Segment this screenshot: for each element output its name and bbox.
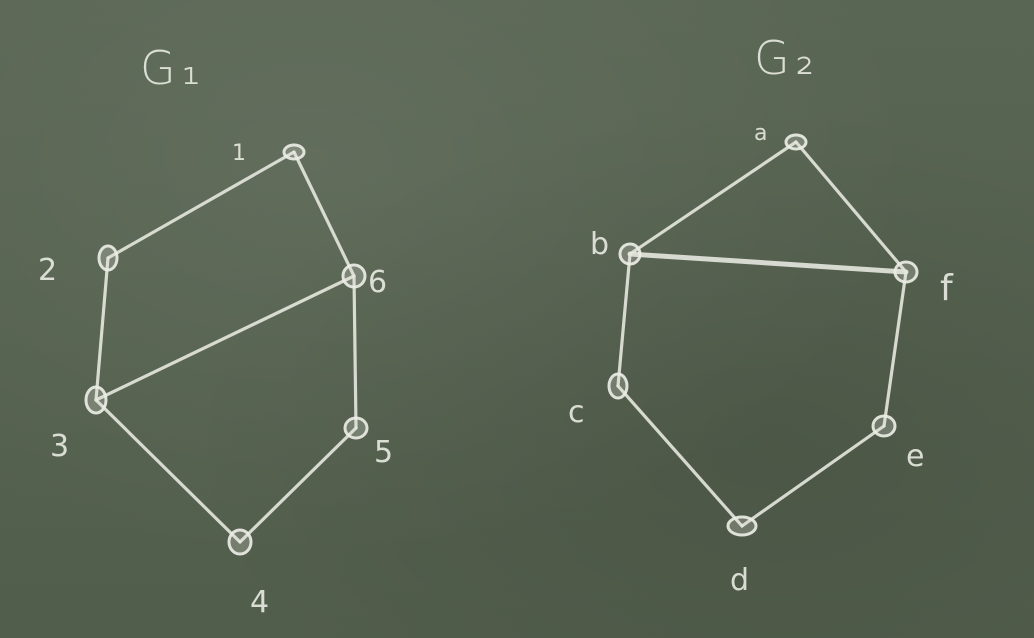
edge-5-6 [354, 276, 356, 428]
vertex-3 [86, 387, 106, 413]
vertex-b [620, 244, 640, 264]
edge-c-d [618, 386, 742, 526]
graph-g1 [38, 41, 393, 620]
vertex-f-label: f [940, 268, 953, 309]
edge-a-b [630, 142, 796, 254]
vertex-6-label: 6 [368, 265, 388, 300]
edge-2-3 [96, 258, 108, 400]
edge-1-2 [108, 152, 294, 258]
vertex-1 [284, 145, 304, 159]
vertex-5 [345, 418, 367, 438]
vertex-e [873, 416, 895, 436]
vertex-4 [229, 530, 251, 554]
vertex-6 [343, 265, 365, 287]
graph-g1-title: G₁ [140, 41, 207, 95]
edge-3-4 [96, 400, 240, 542]
edge-1-6 [294, 152, 354, 276]
vertex-3-label: 3 [50, 429, 70, 464]
vertex-5-label: 5 [374, 435, 394, 470]
edge-b-c [618, 254, 630, 386]
vertex-2 [99, 246, 117, 270]
edge-e-f [884, 272, 906, 426]
vertex-e-label: e [906, 439, 925, 474]
edge-d-e [742, 426, 884, 526]
vertex-b-label: b [590, 227, 610, 262]
edge-a-f [796, 142, 906, 272]
edge-3-6 [96, 276, 354, 400]
graph-g2-title: G₂ [754, 31, 821, 85]
vertex-c-label: c [568, 395, 585, 430]
vertex-f [895, 262, 917, 282]
graph-g2 [568, 31, 954, 598]
vertex-2-label: 2 [38, 253, 58, 288]
vertex-1-label: 1 [232, 141, 246, 166]
vertex-a [786, 135, 806, 149]
vertex-d-label: d [730, 563, 750, 598]
vertex-a-label: a [754, 121, 768, 146]
edge-4-5 [240, 428, 356, 542]
vertex-d [728, 517, 756, 535]
vertex-c [609, 374, 627, 398]
vertex-4-label: 4 [250, 585, 270, 620]
edge-b-f [630, 254, 906, 272]
